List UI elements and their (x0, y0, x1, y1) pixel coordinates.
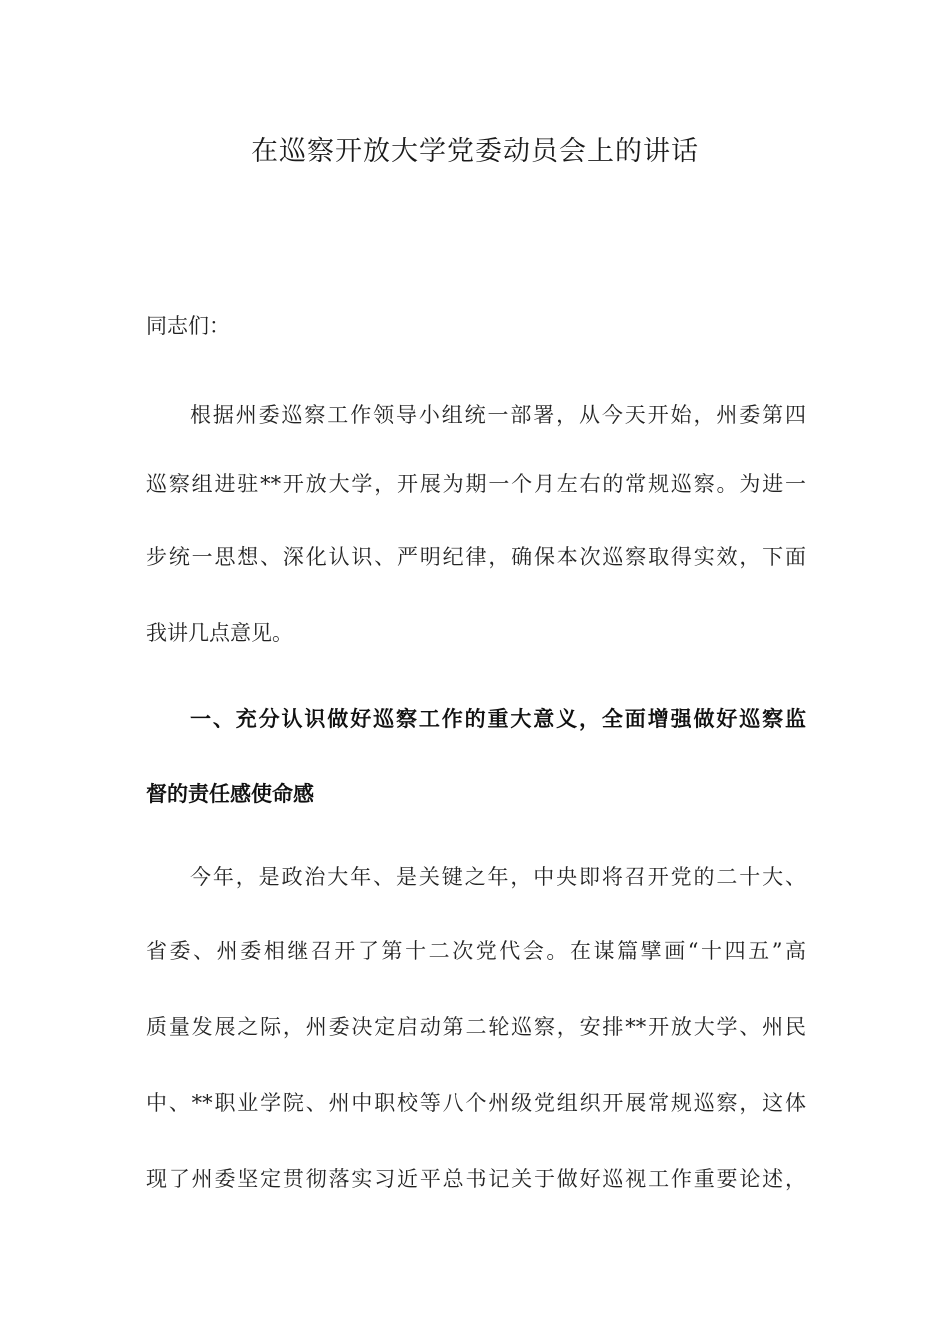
paragraph-2-line-1: 今年，是政治大年、是关键之年，中央即将召开党的二十大、 (190, 865, 806, 889)
document-title: 在巡察开放大学党委动员会上的讲话 (251, 136, 699, 167)
paragraph-1-line-1: 根据州委巡察工作领导小组统一部署，从今天开始，州委第四 (190, 403, 806, 427)
salutation: 同志们： (146, 314, 230, 338)
paragraph-2-line-4: 中、**职业学院、州中职校等八个州级党组织开展常规巡察，这体 (146, 1091, 806, 1115)
paragraph-2-line-3: 质量发展之际，州委决定启动第二轮巡察，安排**开放大学、州民 (146, 1015, 806, 1039)
section-heading-1-line-1: 一、充分认识做好巡察工作的重大意义，全面增强做好巡察监 (190, 707, 806, 731)
paragraph-1-line-4: 我讲几点意见。 (146, 621, 293, 645)
paragraph-1-line-3: 步统一思想、深化认识、严明纪律，确保本次巡察取得实效，下面 (146, 545, 806, 569)
paragraph-2-line-5: 现了州委坚定贯彻落实习近平总书记关于做好巡视工作重要论述， (146, 1167, 806, 1191)
paragraph-1-line-2: 巡察组进驻**开放大学，开展为期一个月左右的常规巡察。为进一 (146, 472, 806, 496)
paragraph-2-line-2: 省委、州委相继召开了第十二次党代会。在谋篇擘画“十四五”高 (146, 939, 806, 963)
section-heading-1-line-2: 督的责任感使命感 (146, 782, 314, 806)
